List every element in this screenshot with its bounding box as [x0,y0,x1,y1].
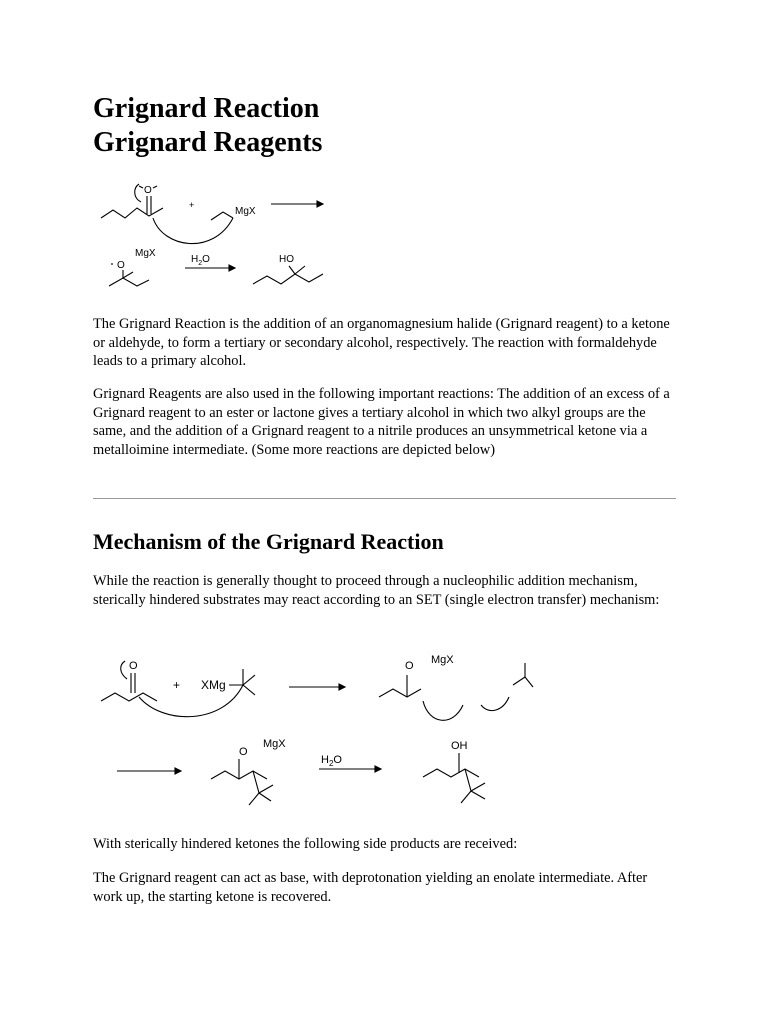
product-hydroxyl-label: OH [451,740,468,752]
product-tbu-3 [461,791,471,803]
arrowhead-1 [339,684,345,690]
ketone-chain [101,693,157,701]
ketone-chain [101,208,163,218]
water-label: $H_2O$ [321,754,342,768]
lone-pair-mark-2 [153,186,157,188]
grignard-chain [211,212,233,220]
mechanism-scheme [93,645,563,815]
arrowhead-2 [229,265,235,271]
electron-arrow-carbonyl [121,661,127,679]
mgx-cation-label: MgX [431,654,454,666]
radical-arrow-right [481,697,509,711]
grignard-reagent-label: XMg [201,678,226,692]
intro-paragraph: The Grignard Reaction is the addition of an organomagnesium halide (Grignard reagent) to a ketone or aldehyde, to form a tertiary or secondary alcohol, respectively. The reaction with formaldehyde leads to a primary alcohol. [93,316,670,369]
mechanism-paragraph: While the reaction is generally thought to proceed through a nucleophilic addition mechanism, sterically hindered substrates may react according to an SET (single electron transfer) mechanism: [93,573,660,608]
oxygen-label: O [144,185,152,196]
radical-chain [379,689,421,697]
adduct-tbu-2 [259,793,271,801]
plus-sign: + [189,200,195,210]
product-tbu-4 [471,783,485,791]
alkoxide-o-label: O [405,660,414,672]
section-divider [93,498,676,499]
title-line-1: Grignard Reaction [93,93,320,124]
grignard-reagent-label: MgX [235,206,256,217]
product-chain [423,769,479,777]
reagents-paragraph: Grignard Reagents are also used in the following important reactions: The addition of an excess of a Grignard reagent to an ester or lactone gives a tertiary alcohol in which two alkyl groups are the same, and the addition of a Grignard reagent to a nitrile produces an unsymmetrical ketone via a metalloimine intermediate. (Some more reactions are depicted below) [93,386,670,458]
tert-butyl-bonds [229,675,255,685]
electron-arrow-attack [153,218,233,244]
side-products-paragraph: With sterically hindered ketones the following side products are received: [93,836,518,852]
mgx-cation-label-2: MgX [263,738,286,750]
mechanism-heading: Mechanism of the Grignard Reaction [93,529,444,554]
page-title [93,92,693,160]
product-methyl [295,266,305,274]
electron-arrow-attack [139,685,243,717]
intermediate-branch [123,272,133,278]
arrowhead-1 [317,201,323,207]
product-hydroxyl-label: HO [279,254,294,265]
lone-pair-mark [139,186,143,188]
radical-arrow-left [423,701,463,720]
plus-sign: + [173,678,181,692]
product-chain [253,274,323,284]
tert-butyl-bond-2 [243,685,255,695]
grignard-scheme-1 [93,178,353,298]
alkoxide-o-label: O [117,260,125,271]
mgx-cation-label: MgX [135,248,156,259]
tert-butyl-radical [513,677,533,687]
adduct-tbu-4 [259,785,273,793]
product-tbu-2 [471,791,485,799]
alkoxide-o-label-2: O [239,746,248,758]
title-line-2: Grignard Reagents [93,127,323,158]
oxygen-label: O [129,660,138,672]
product-oh-bond [289,266,295,274]
arrowhead-3 [375,766,381,772]
adduct-tbu-3 [249,793,259,805]
intermediate-chain [109,278,149,286]
arrowhead-2 [175,768,181,774]
water-label: $H_2O$ [191,254,210,267]
base-paragraph: The Grignard reagent can act as base, with deprotonation yielding an enolate intermediate. After work up, the starting ketone is recovered. [93,870,648,905]
